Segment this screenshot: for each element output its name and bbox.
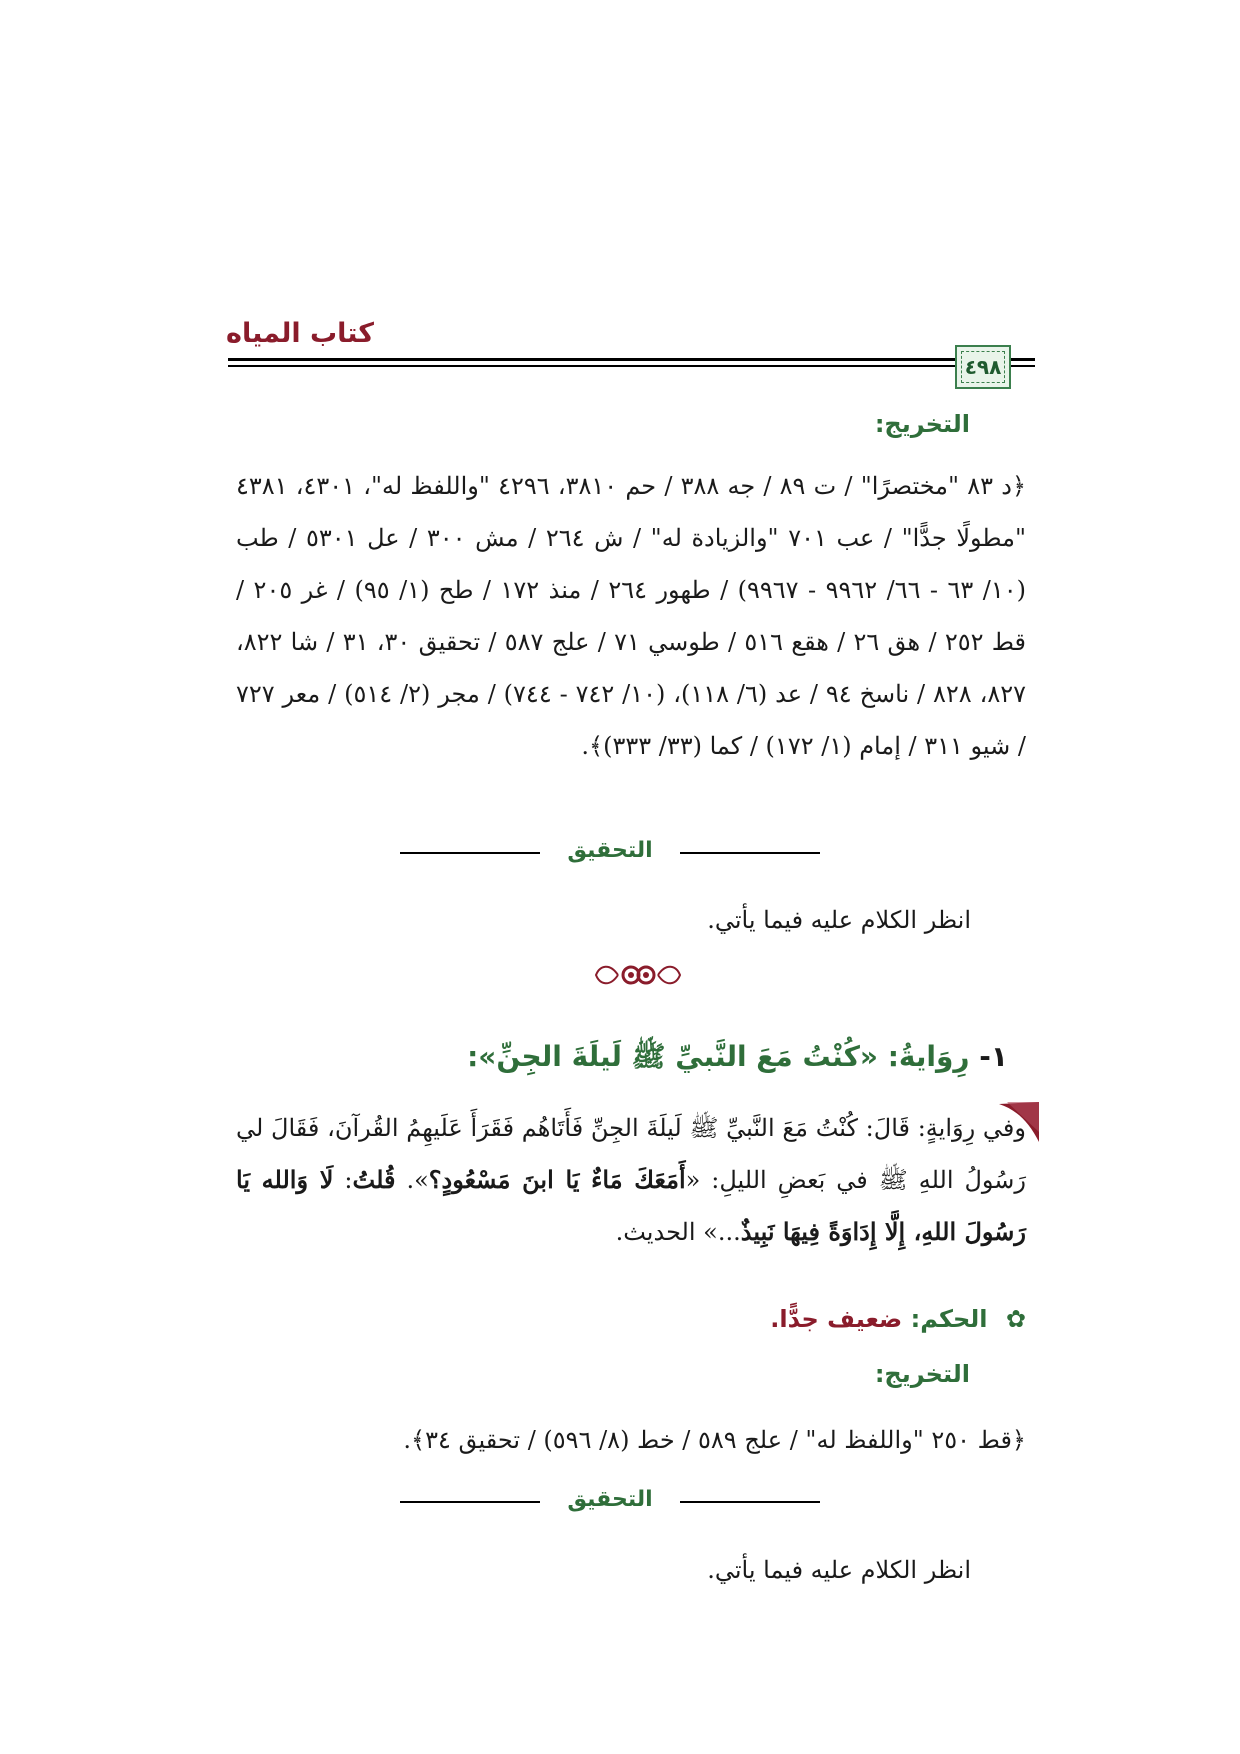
section-title-text: رِوَايةُ: «كُنْتُ مَعَ النَّبيِّ ﷺ لَيلَةَ الجِنِّ»: xyxy=(467,1040,970,1073)
section-number: ١- xyxy=(979,1040,1008,1073)
tahqiq-note-2: انظر الكلام عليه فيما يأتي. xyxy=(707,1556,971,1584)
header-rule-short-top xyxy=(1008,358,1035,361)
hadith-text xyxy=(236,1102,1026,1258)
tahqiq-divider-2 xyxy=(400,1487,820,1517)
book-title: كتاب المياه xyxy=(226,318,374,349)
hadith-bold-3: لَا وَالله يَا رَسُولَ اللهِ، إِلَّا إِدَاوَةً فِيهَا نَبِيذٌ xyxy=(236,1165,1026,1246)
divider-label: التحقيق xyxy=(561,838,658,863)
tahqiq-divider xyxy=(400,838,820,868)
floral-separator-icon xyxy=(588,955,688,995)
hadith-part-4: ...» الحديث. xyxy=(615,1218,741,1246)
ruling-value: ضعيف جدًّا. xyxy=(770,1305,903,1333)
takhrij-text-2: ﴿قط ٢٥٠ "واللفظ له" / علج ٥٨٩ / خط (٨/ ٥٩٦) / تحقيق ٣٤﴾. xyxy=(403,1426,1026,1454)
header-rule-short-bottom xyxy=(1008,365,1035,367)
hadith-part-2: ». xyxy=(395,1166,429,1194)
header-rule-bottom xyxy=(228,365,1013,367)
divider-label-2: التحقيق xyxy=(561,1487,658,1512)
ruling xyxy=(770,1305,1026,1333)
tahqiq-note: انظر الكلام عليه فيما يأتي. xyxy=(707,906,971,934)
page-number: ٤٩٨ xyxy=(961,351,1005,383)
hadith-part-3: : xyxy=(333,1166,353,1194)
page-number-frame xyxy=(955,345,1011,389)
section-title xyxy=(467,1040,1008,1080)
hadith-bold-1: أَمَعَكَ مَاءٌ يَا ابنَ مَسْعُودٍ؟ xyxy=(428,1165,686,1194)
hadith-bold-2: قُلتُ xyxy=(352,1165,396,1194)
header-rule-top xyxy=(228,358,1013,361)
ruling-label: الحكم: xyxy=(910,1305,988,1333)
takhrij-text: ﴿د ٨٣ "مختصرًا" / ت ٨٩ / جه ٣٨٨ / حم ٣٨١٠، ٤٢٩٦ "واللفظ له"، ٤٣٠١، ٤٣٨١ "مطولًا جدًّا" / عب ٧٠١ "والزيادة له" / ش ٢٦٤ / مش ٣٠٠ / عل ٥٣٠١ / طب (١٠/ ٦٣ - ٦٦/ ٩٩٦٢ - ٩٩٦٧) / طهور ٢٦٤ / منذ ١٧٢ / طح (١/ ٩٥) / غر ٢٠٥ / قط ٢٥٢ / هق ٢٦ / هقع ٥١٦ / طوسي ٧١ / علج ٥٨٧ / تحقيق ٣٠، ٣١ / شا ٨٢٢، ٨٢٧، ٨٢٨ / ناسخ ٩٤ / عد (٦/ ١١٨)، (١٠/ ٧٤٢ - ٧٤٤) / مجر (٢/ ٥١٤) / معر ٧٢٧ / شيو ٣١١ / إمام (١/ ١٧٢) / كما (٣٣/ ٣٣٣)﴾. xyxy=(236,472,1027,760)
takhrij-heading-2: التخريج: xyxy=(874,1360,970,1388)
flower-bullet-icon: ✿ xyxy=(1005,1305,1026,1333)
takhrij-heading: التخريج: xyxy=(874,410,970,438)
hadith-part-1: وفي رِوَايةٍ: قَالَ: كُنْتُ مَعَ النَّبيِّ ﷺ لَيلَةَ الجِنِّ فَأَتَاهُم فَقَرَأَ عَلَيهِمُ القُرآنَ، فَقَالَ لي رَسُولُ اللهِ ﷺ في بَعضِ الليلِ: « xyxy=(236,1114,1026,1194)
